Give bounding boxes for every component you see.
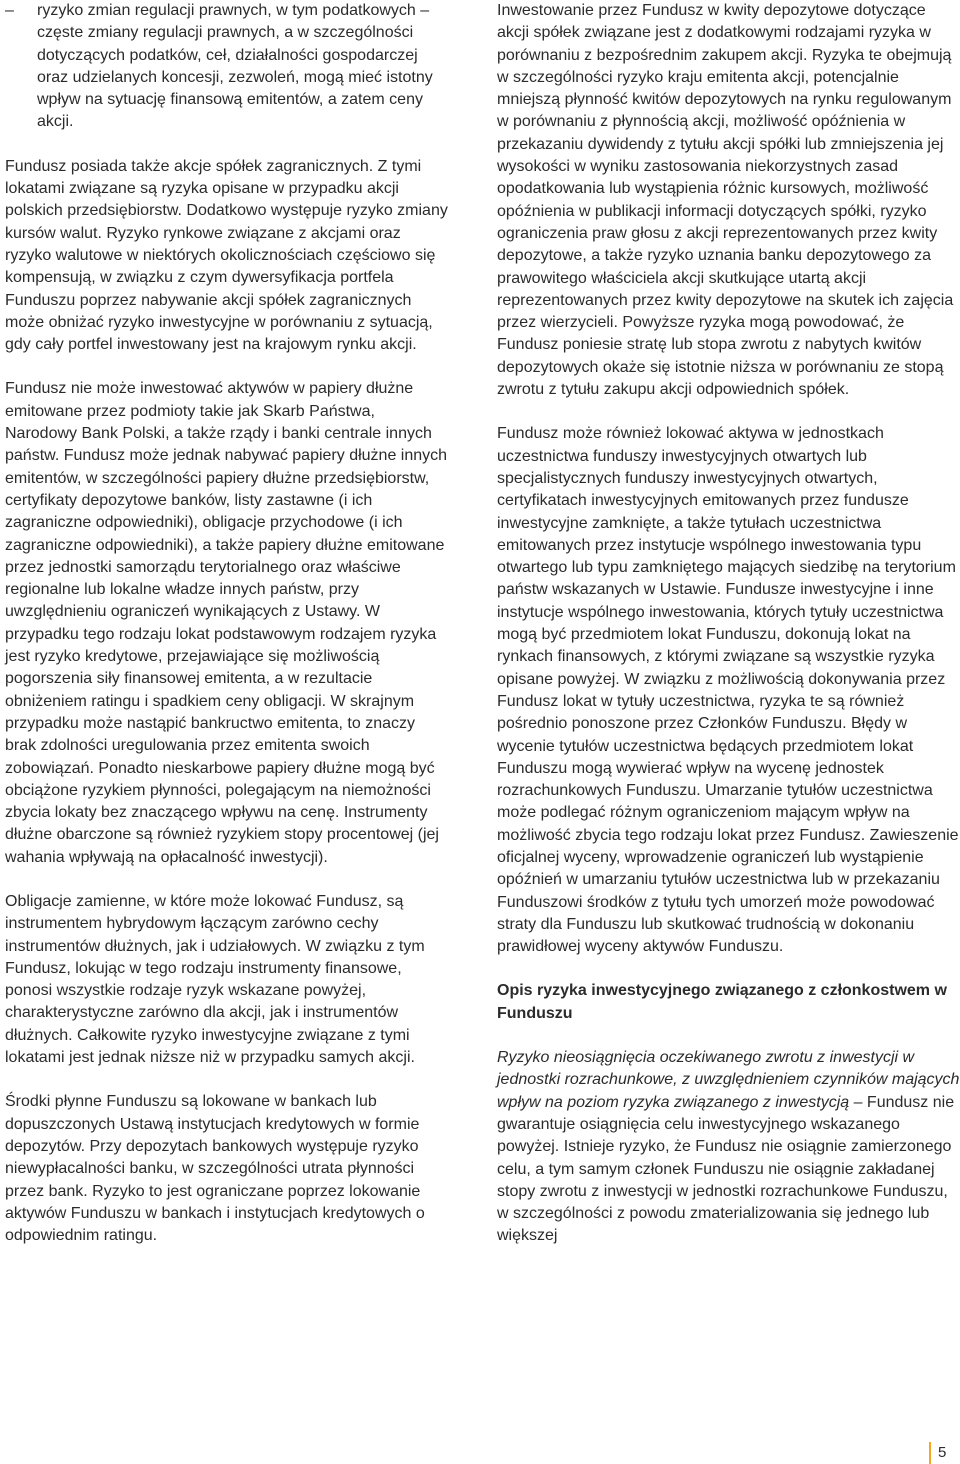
section-heading: Opis ryzyka inwestycyjnego związanego z członkostwem w Funduszu (497, 982, 947, 1022)
bullet-item-regulatory-risk (5, 0, 450, 134)
paragraph-depositary-receipts: Inwestowanie przez Fundusz w kwity depozytowe dotyczące akcji spółek związane jest z dodatkowymi rodzajami ryzyka w porównaniu z bezpośrednim zakupem akcji. Ryzyka te obejmują w szczególności ryzyko kraju emitenta akcji, potencjalnie mniejszą płynność kwitów depozytowych na rynku regulowanym w porównaniu z płynnością akcji, możliwość opóźnienia w przekazaniu dywidendy z tytułu akcji spółki lub zmniejszenia jej wysokości w wyniku zastosowania niekorzystnych zasad opodatkowania lub wystąpienia różnic kursowych, możliwość opóźnienia w publikacji informacji dotyczących spółki, ryzyko ograniczenia praw głosu z akcji reprezentowanych przez kwity depozytowe, a także ryzyko uznania banku depozytowego za prawowitego właściciela akcji skutkujące utartą akcji reprezentowanych przez kwity depozytowe na skutek ich zajęcia przez wierzycieli. Powyższe ryzyka mogą powodować, że Fundusz poniesie stratę lub stopa zwrotu z nabytych kwitów depozytowych okaże się istotnie niższa w porównaniu ze stopą zwrotu z tytułu zakupu akcji odpowiednich spółek. (497, 2, 954, 399)
paragraph-debt-securities: Fundusz nie może inwestować aktywów w papiery dłużne emitowane przez podmioty takie jak Skarb Państwa, Narodowy Bank Polski, a także rządy i banki centrale innych państw. Fundusz może jednak nabywać papiery dłużne innych emitentów, w szczególności papiery dłużne przedsiębiorstw, certyfikaty depozytowe banków, listy zastawne (i ich zagraniczne odpowiedniki), obligacje przychodowe (i ich zagraniczne odpowiedniki), a także papiery dłużne emitowane przez jednostki samorządu terytorialnego oraz właściwe regionalne lub lokalne władze innych państw, przy uwzględnieniu ograniczeń wynikających z Ustawy. W przypadku tego rodzaju lokat podstawowym rodzajem ryzyka jest ryzyko kredytowe, przejawiające się możliwością pogorszenia siły finansowej emitenta, a w rezultacie obniżeniem ratingu i spadkiem ceny obligacji. W skrajnym przypadku może nastąpić bankructwo emitenta, to znaczy brak zdolności uregulowania przez emitenta swoich zobowiązań. Ponadto nieskarbowe papiery dłużne mogą być obciążone ryzykiem płynności, polegającym na niemożności zbycia lokaty bez znaczącego wpływu na cenę. Instrumenty dłużne obarczone są również ryzykiem stopy procentowej (jej wahania wpływają na opłacalność inwestycji). (5, 380, 448, 866)
paragraph-return-risk-body: – Fundusz nie gwarantuje osiągnięcia celu inwestycyjnego wskazanego powyżej. Istnieje ryzyko, że Fundusz nie osiągnie zamierzonego celu, a tym samym członek Funduszu nie osiągnie zakładanej stopy zwrotu z inwestycji w jednostki rozrachunkowe Funduszu, w szczególności z powodu zmaterializowania się jednego lub większej (497, 1093, 955, 1245)
right-column (497, 0, 960, 1248)
paragraph-convertible-bonds: Obligacje zamienne, w które może lokować Fundusz, są instrumentem hybrydowym łączącym zarówno cechy instrumentów dłużnych, jak i udziałowych. W związku z tym Fundusz, lokując w tego rodzaju instrumenty finansowe, ponosi wszystkie rodzaje ryzyk wskazane powyżej, charakterystyczne zarówno dla akcji, jak i instrumentów dłużnych. Całkowite ryzyko inwestycyjne związane z tymi lokatami jest jednak niższe niż w przypadku samych akcji. (5, 892, 425, 1067)
paragraph-investment-funds: Fundusz może również lokować aktywa w jednostkach uczestnictwa funduszy inwestycyjnych otwartych lub specjalistycznych funduszy inwestycyjnych otwartych, certyfikatach inwestycyjnych emitowanych przez fundusze inwestycyjne zamknięte, a także tytułach uczestnictwa emitowanych przez instytucje wspólnego inwestowania typu otwartego lub typu zamkniętego mających siedzibę na terytorium państw wskazanych w Ustawie. Fundusze inwestycyjne i inne instytucje wspólnego inwestowania, których tytuły uczestnictwa mogą być przedmiotem lokat Funduszu, dokonują lokat na rynkach finansowych, z którymi związane są wszystkie ryzyka opisane powyżej. W związku z możliwością dokonywania przez Fundusz lokat w tytuły uczestnictwa, ryzyka te są również pośrednio ponoszone przez Członków Funduszu. Błędy w wycenie tytułów uczestnictwa będących przedmiotem lokat Funduszu mogą wywierać wpływ na wycenę jednostek rozrachunkowych Funduszu. Umarzanie tytułów uczestnictwa może podlegać różnym ograniczeniom mającym wpływ na możliwość zbycia tego rodzaju lokat przez Fundusz. Zawieszenie oficjalnej wyceny, wprowadzenie ograniczeń lub wystąpienie opóźnień w umarzaniu tytułów uczestnictwa lub w przekazaniu Funduszowi środków z tytułu tych umorzeń może powodować straty dla Funduszu lub skutkować trudnością w dokonaniu prawidłowej wyceny aktywów Funduszu. (497, 425, 959, 956)
bullet-dash: – (5, 2, 14, 19)
paragraph-liquid-assets: Środki płynne Funduszu są lokowane w bankach lub dopuszczonych Ustawą instytucjach kredytowych w formie depozytów. Przy depozytach bankowych występuje ryzyko niewypłacalności banku, w szczególności utrata płynności przez bank. Ryzyko to jest ograniczane poprzez lokowanie aktywów Funduszu w bankach i instytucjach kredytowych o odpowiednim ratingu. (5, 1093, 425, 1245)
paragraph-return-risk-italic: Ryzyko nieosiągnięcia oczekiwanego zwrotu z inwestycji w jednostki rozrachunkowe, z uwzględnieniem czynników mających wpływ na poziom ryzyka związanego z inwestycją (497, 1049, 960, 1111)
page-number: 5 (938, 1444, 947, 1461)
bullet-text: ryzyko zmian regulacji prawnych, w tym podatkowych – częste zmiany regulacji prawnych, a w szczególności dotyczących podatków, ceł, działalności gospodarczej oraz udzielanych koncesji, zezwoleń, mogą mieć istotny wpływ na sytuację finansową emitentów, a zatem ceny akcji. (37, 2, 433, 131)
left-column (5, 0, 450, 1247)
paragraph-foreign-shares: Fundusz posiada także akcje spółek zagranicznych. Z tymi lokatami związane są ryzyka opisane w przypadku akcji polskich przedsiębiorstw. Dodatkowo występuje ryzyko zmiany kursów walut. Ryzyko rynkowe związane z akcjami oraz ryzyko walutowe w niektórych okolicznościach częściowo się kompensują, w związku z czym dywersyfikacja portfela Funduszu poprzez nabywanie akcji spółek zagranicznych może obniżać ryzyko inwestycyjne w porównaniu z sytuacją, gdy cały portfel inwestowany jest na krajowym rynku akcji. (5, 157, 448, 354)
paragraph-return-risk (497, 1047, 960, 1248)
footer-accent-rule (929, 1442, 931, 1464)
